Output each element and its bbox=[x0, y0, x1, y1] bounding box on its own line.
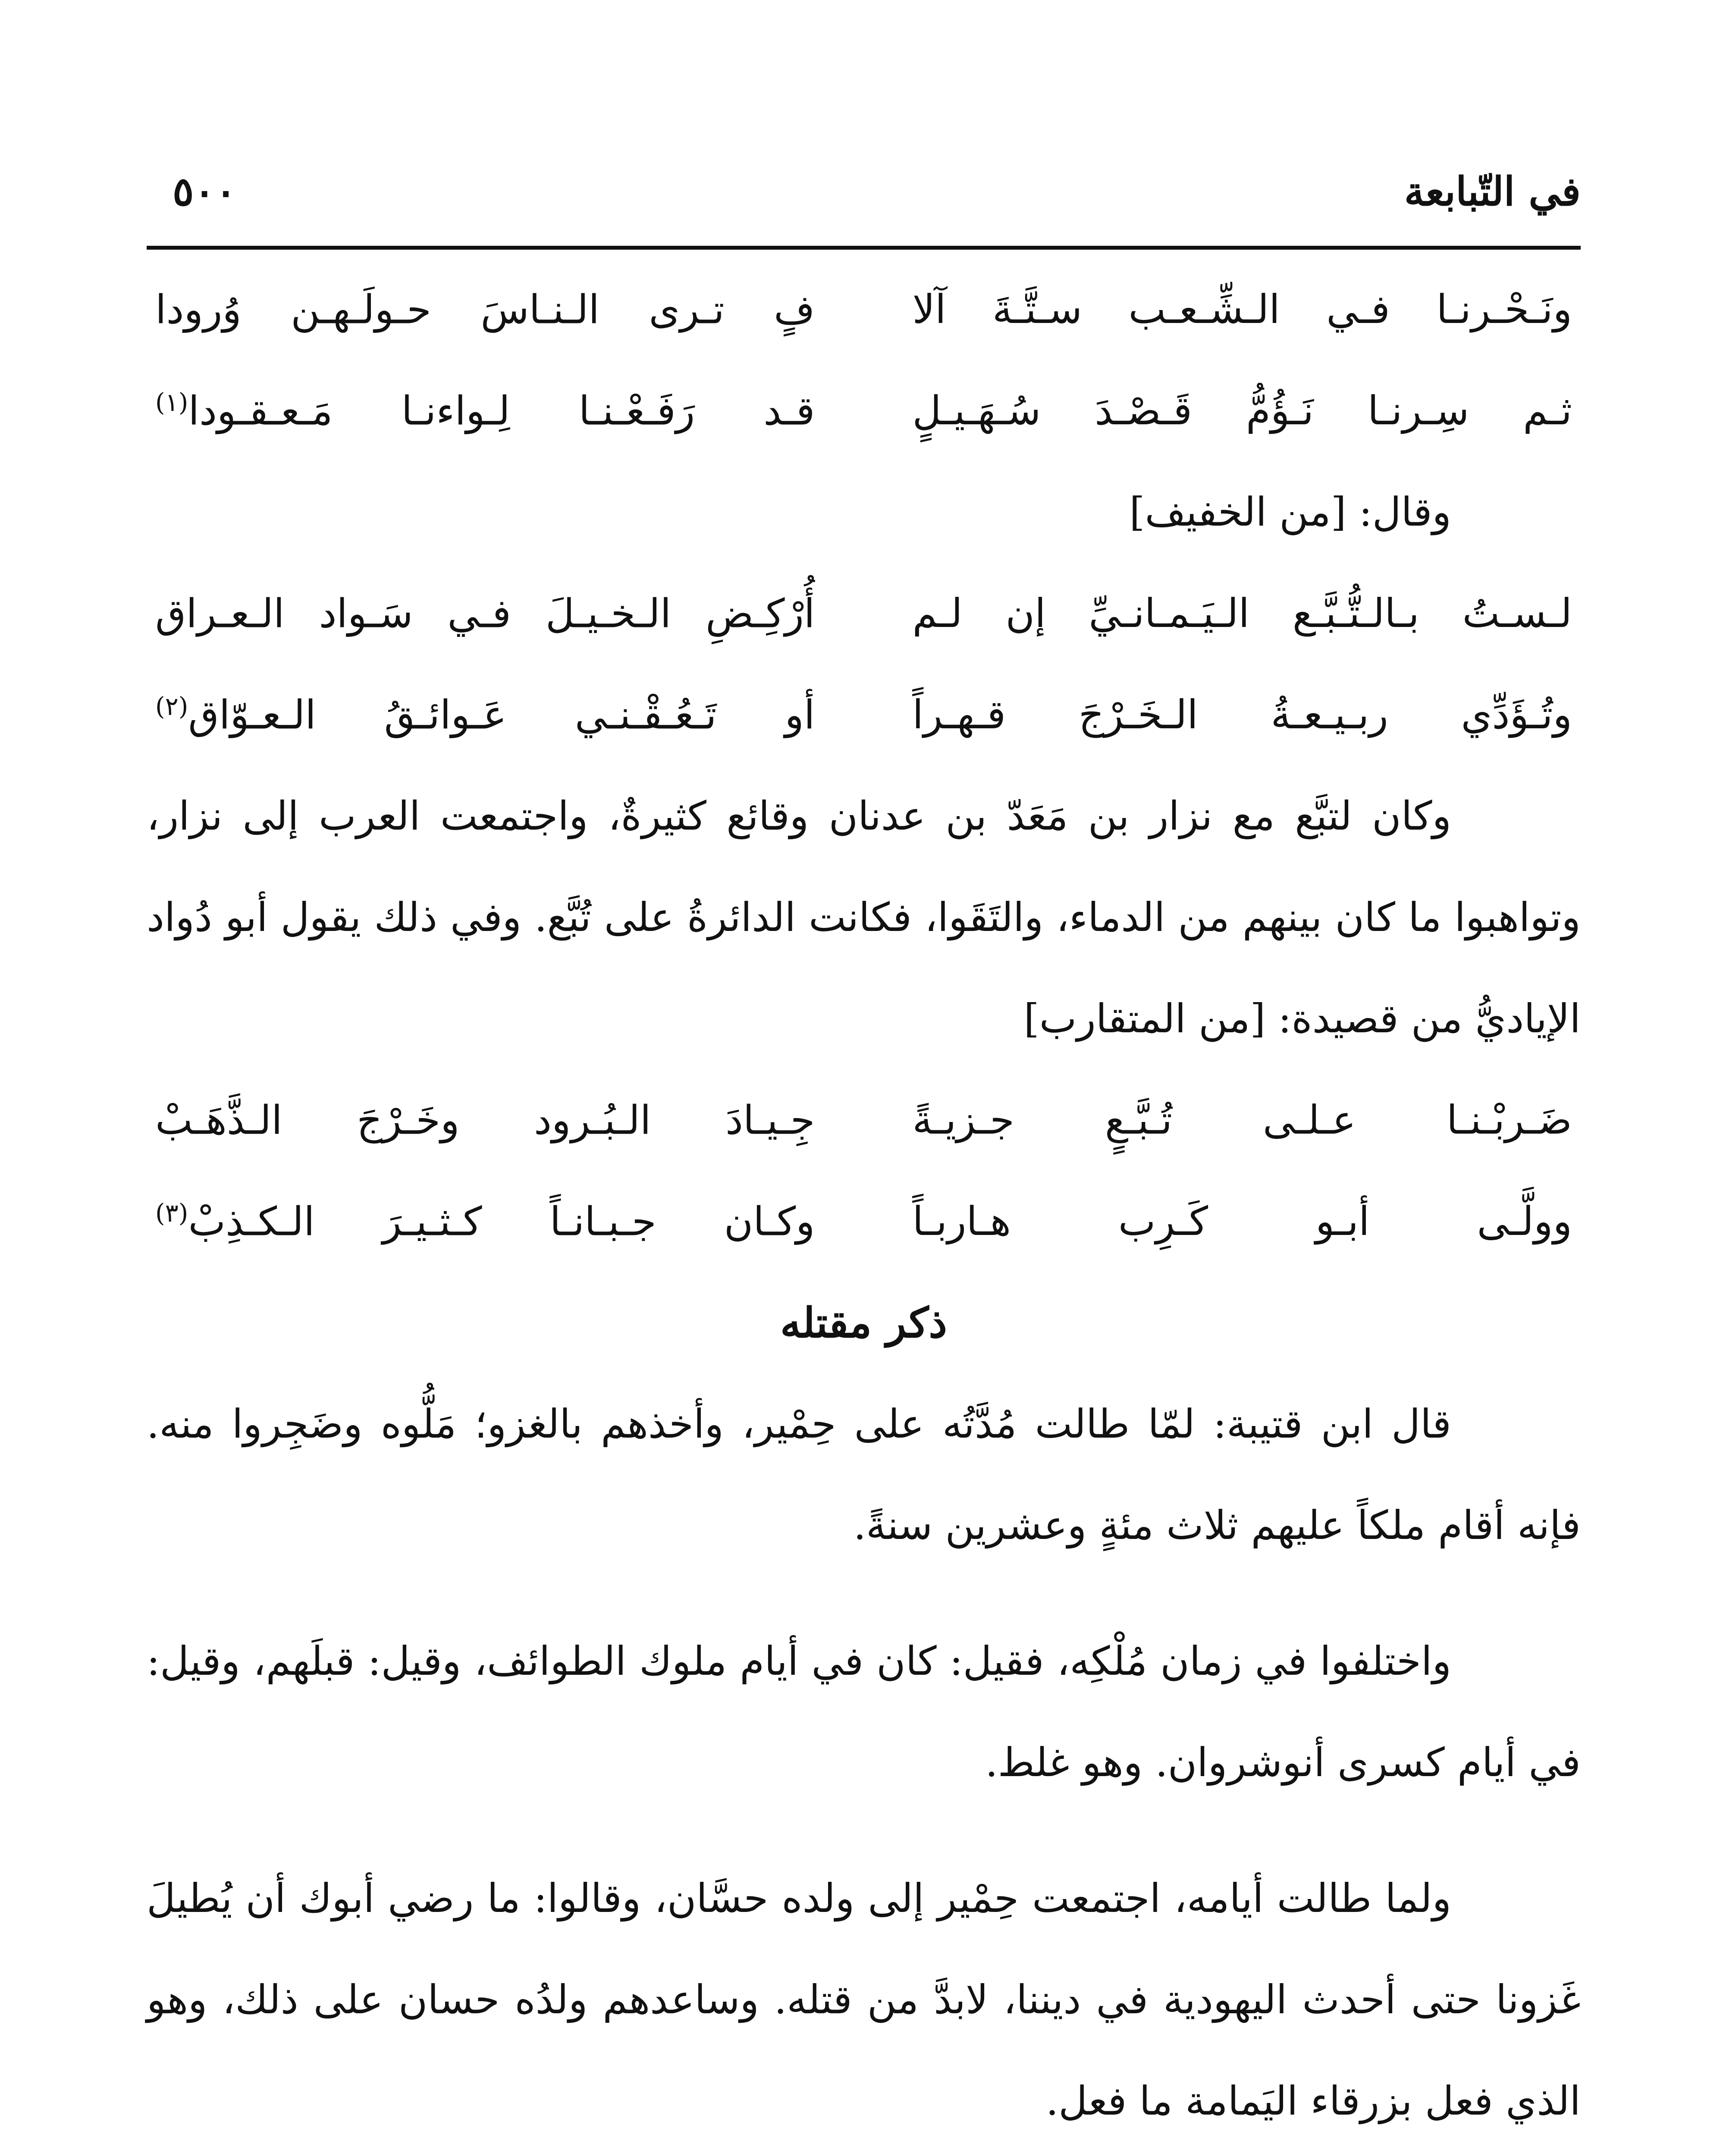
second-hemistich-text: أُرْكِـضِ الـخـيـلَ فـي سَـواد الـعـراق bbox=[155, 590, 815, 637]
second-hemistich-text: قـد رَفَـعْـنـا لِـواءنـا مَـعـقـودا bbox=[188, 388, 815, 434]
footnote-ref: (١) bbox=[155, 387, 188, 417]
poem-block-1 bbox=[147, 259, 1581, 461]
second-hemistich bbox=[147, 590, 815, 637]
verse-row bbox=[147, 259, 1581, 360]
first-hemistich: ونَـحْـرنـا فـي الـشِّـعـب سـتَّـةَ آلا bbox=[912, 286, 1572, 332]
paragraph-gap bbox=[147, 1813, 1581, 1848]
page-header bbox=[147, 168, 1581, 233]
poem-block-3 bbox=[147, 1069, 1581, 1272]
paragraph: وكان لتبَّع مع نزار بن مَعَدّ بن عدنان وقائع كثيرةٌ، واجتمعت العرب إلى نزار، وتواهبوا ما كان بينهم من الدماء، والتَقَوا، فكانت الدائرةُ على تُبَّع. وفي ذلك يقول أبو دُواد الإياديُّ من قصيدة: [من المتقارب] bbox=[147, 793, 1581, 1042]
paragraph: ولما طالت أيامه، اجتمعت حِمْير إلى ولده حسَّان، وقالوا: ما رضي أبوك أن يُطيلَ غَزونا حتى أحدث اليهودية في ديننا، لابدَّ من قتله. وساعدهم ولدُه حسان على ذلك، وهو الذي فعل بزرقاء اليَمامة ما فعل. bbox=[147, 1875, 1581, 2124]
verse-row bbox=[147, 360, 1581, 461]
paragraph: واختلفوا في زمان مُلْكِه، فقيل: كان في أيام ملوك الطوائف، وقيل: قبلَهم، وقيل: في أيام كسرى أنوشروان. وهو غلط. bbox=[147, 1638, 1581, 1786]
meter-label: وقال: [من الخفيف] bbox=[1129, 489, 1451, 535]
first-hemistich: وولَّـى أبـو كَـرِب هـاربـاً bbox=[912, 1198, 1572, 1244]
first-hemistich: لـسـتُ بـالـتُّـبَّـع الـيَـمـانـيِّ إن لـم bbox=[912, 590, 1572, 636]
paragraph: قال ابن قتيبة: لمّا طالت مُدَّتُه على حِمْير، وأخذهم بالغزو؛ مَلُّوه وضَجِروا منه. فإنه أقام ملكاً عليهم ثلاث مئةٍ وعشرين سنةً. bbox=[147, 1401, 1581, 1548]
verse-row bbox=[147, 563, 1581, 664]
first-hemistich: ضَـربْـنـا عـلـى تُـبَّـعٍ جـزيـةً bbox=[912, 1097, 1572, 1143]
footnote-ref: (٢) bbox=[155, 691, 188, 721]
verse-row bbox=[147, 664, 1581, 765]
second-hemistich bbox=[147, 1097, 815, 1144]
header-divider bbox=[147, 246, 1581, 250]
second-hemistich bbox=[147, 286, 815, 333]
second-hemistich-text: فٍ تـرى الـنـاسَ حـولَـهـن وُرودا bbox=[155, 286, 815, 333]
paragraph-gap bbox=[147, 2152, 1581, 2156]
verse-row bbox=[147, 1171, 1581, 1272]
verse-row bbox=[147, 1069, 1581, 1171]
second-hemistich bbox=[147, 1198, 815, 1245]
first-hemistich: ثـم سِـرنـا نَـؤُمُّ قَـصْـدَ سُـهَـيـلٍ bbox=[912, 388, 1572, 434]
section-heading: ذكر مقتله bbox=[780, 1298, 948, 1347]
poem-block-2 bbox=[147, 563, 1581, 765]
paragraph-gap bbox=[147, 1576, 1581, 1611]
second-hemistich-text: جِـيـادَ الـبُـرود وخَـرْجَ الـذَّهَـبْ bbox=[155, 1097, 815, 1144]
footnote-ref: (٣) bbox=[155, 1198, 188, 1228]
second-hemistich-text: وكـان جـبـانـاً كـثـيـرَ الـكـذِبْ bbox=[188, 1198, 815, 1245]
page-number: ٥٠٠ bbox=[173, 168, 237, 215]
second-hemistich bbox=[147, 692, 815, 738]
running-title: في التّبابعة bbox=[1404, 168, 1581, 215]
second-hemistich-text: أو تَـعُـقْـنـي عَـوائـقُ الـعـوّاق bbox=[188, 692, 815, 738]
main-text bbox=[147, 259, 1581, 2156]
second-hemistich bbox=[147, 388, 815, 434]
first-hemistich: وتُـؤَدِّي ربـيـعـةُ الـخَـرْجَ قـهـراً bbox=[912, 692, 1572, 738]
